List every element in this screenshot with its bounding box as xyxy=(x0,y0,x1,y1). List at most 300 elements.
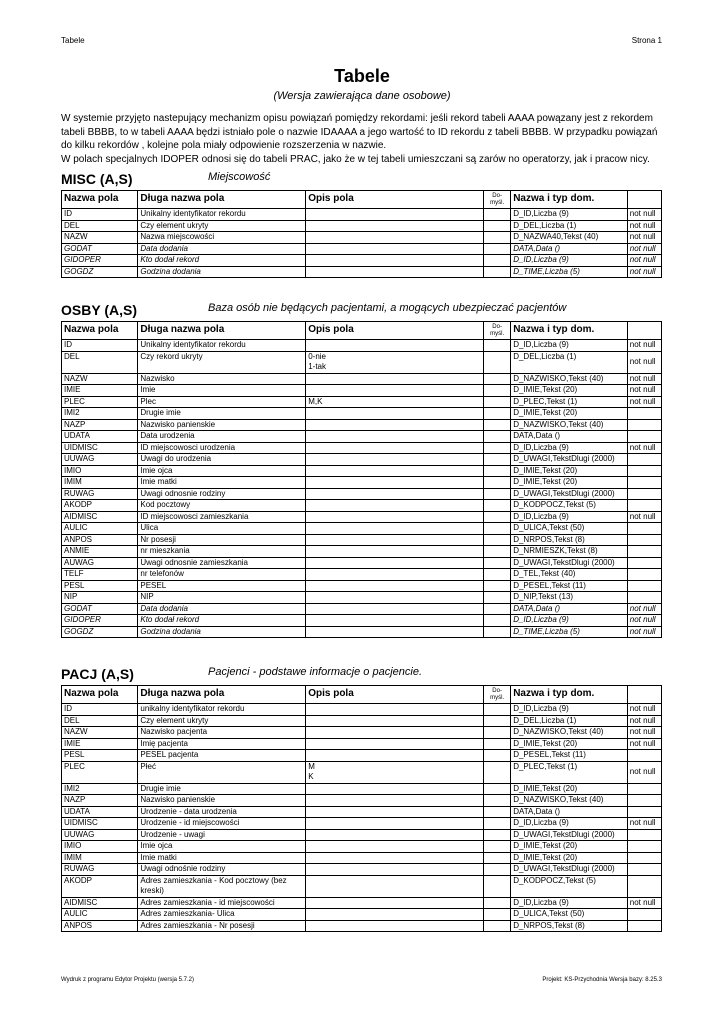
field-long-name: Imię pacjenta xyxy=(138,738,306,750)
field-default xyxy=(484,783,511,795)
field-description xyxy=(306,829,484,841)
field-null: not null xyxy=(627,727,661,739)
field-default xyxy=(484,761,511,783)
field-description xyxy=(306,266,484,278)
field-null xyxy=(627,909,661,921)
intro-text xyxy=(61,112,665,166)
field-default xyxy=(484,580,511,592)
field-name: AULIC xyxy=(62,909,138,921)
table-row xyxy=(62,243,662,255)
field-type: D_TIME,Liczba (5) xyxy=(511,626,628,638)
field-description xyxy=(306,795,484,807)
table-row xyxy=(62,340,662,352)
field-description xyxy=(306,220,484,232)
field-type: D_NAZWISKO,Tekst (40) xyxy=(511,795,628,807)
table-title-pacj: PACJ (A,S) xyxy=(61,666,134,682)
field-name: NAZW xyxy=(62,232,138,244)
field-null: not null xyxy=(627,442,661,454)
field-default xyxy=(484,557,511,569)
field-description xyxy=(306,704,484,716)
field-description xyxy=(306,806,484,818)
field-default xyxy=(484,704,511,716)
field-long-name: Data urodzenia xyxy=(138,431,306,443)
field-type: D_IMIE,Tekst (20) xyxy=(511,385,628,397)
field-description: M K xyxy=(306,761,484,783)
field-long-name: Godzina dodania xyxy=(138,626,306,638)
field-long-name: Nr posesji xyxy=(138,534,306,546)
field-type: D_IMIE,Tekst (20) xyxy=(511,841,628,853)
field-type: D_NRMIESZK,Tekst (8) xyxy=(511,546,628,558)
table-row xyxy=(62,488,662,500)
field-name: AKODP xyxy=(62,500,138,512)
field-description xyxy=(306,465,484,477)
field-null: not null xyxy=(627,266,661,278)
field-name: IMI2 xyxy=(62,783,138,795)
field-long-name: Imie ojca xyxy=(138,841,306,853)
table-row xyxy=(62,829,662,841)
page-number: Strona 1 xyxy=(631,36,662,45)
table-row xyxy=(62,523,662,535)
field-name: GIDOPER xyxy=(62,255,138,267)
field-null xyxy=(627,875,661,897)
field-long-name: PESEL xyxy=(138,580,306,592)
field-long-name: Kto dodał rekord xyxy=(138,255,306,267)
field-null xyxy=(627,488,661,500)
field-null xyxy=(627,580,661,592)
field-name: IMIO xyxy=(62,465,138,477)
table-row xyxy=(62,841,662,853)
field-null: not null xyxy=(627,232,661,244)
field-null xyxy=(627,419,661,431)
field-description xyxy=(306,511,484,523)
field-name: DEL xyxy=(62,715,138,727)
field-null xyxy=(627,592,661,604)
field-name: ANMIE xyxy=(62,546,138,558)
field-description xyxy=(306,232,484,244)
field-long-name: Nazwisko pacjenta xyxy=(138,727,306,739)
field-description xyxy=(306,209,484,221)
field-null: not null xyxy=(627,351,661,373)
field-null xyxy=(627,795,661,807)
field-default xyxy=(484,209,511,221)
col-header-type: Nazwa i typ dom. xyxy=(511,191,628,209)
field-long-name: unikalny identyfikator rekordu xyxy=(138,704,306,716)
field-null: not null xyxy=(627,626,661,638)
col-header-type: Nazwa i typ dom. xyxy=(511,686,628,704)
table-row xyxy=(62,715,662,727)
field-type: D_UWAGI,TekstDlugi (2000) xyxy=(511,864,628,876)
field-name: GODAT xyxy=(62,243,138,255)
table-row xyxy=(62,615,662,627)
field-default xyxy=(484,829,511,841)
table-row xyxy=(62,232,662,244)
field-type: DATA,Data () xyxy=(511,603,628,615)
field-long-name: Adres zamieszkania - id miejscowości xyxy=(138,897,306,909)
table-row xyxy=(62,580,662,592)
field-type: D_IMIE,Tekst (20) xyxy=(511,408,628,420)
field-description xyxy=(306,727,484,739)
field-name: IMIM xyxy=(62,852,138,864)
field-default xyxy=(484,841,511,853)
field-null: not null xyxy=(627,715,661,727)
field-long-name: Plec xyxy=(138,396,306,408)
field-description xyxy=(306,715,484,727)
field-null xyxy=(627,534,661,546)
field-null xyxy=(627,920,661,932)
field-name: PLEC xyxy=(62,761,138,783)
table-row xyxy=(62,351,662,373)
field-long-name: Urodzenie - uwagi xyxy=(138,829,306,841)
table-row xyxy=(62,209,662,221)
field-null xyxy=(627,546,661,558)
field-type: D_UWAGI,TekstDlugi (2000) xyxy=(511,557,628,569)
col-header-default: Do- myśl. xyxy=(484,322,511,340)
field-description xyxy=(306,603,484,615)
table-row xyxy=(62,626,662,638)
field-long-name: Uwagi odnosnie rodziny xyxy=(138,488,306,500)
field-type: DATA,Data () xyxy=(511,431,628,443)
table-row xyxy=(62,569,662,581)
field-description xyxy=(306,488,484,500)
field-null xyxy=(627,477,661,489)
table-desc-pacj: Pacjenci - podstawe informacje o pacjencie. xyxy=(208,666,423,678)
table-header-row xyxy=(62,191,662,209)
col-header-description: Opis pola xyxy=(306,322,484,340)
field-type: D_NRPOS,Tekst (8) xyxy=(511,920,628,932)
field-long-name: Adres zamieszkania - Nr posesji xyxy=(138,920,306,932)
footer-right: Projekt: KS-Przychodnia Wersja bazy: 8.25.3 xyxy=(542,977,662,983)
field-description xyxy=(306,442,484,454)
field-description xyxy=(306,920,484,932)
field-name: NAZW xyxy=(62,727,138,739)
field-name: UIDMISC xyxy=(62,818,138,830)
field-name: AULIC xyxy=(62,523,138,535)
field-default xyxy=(484,408,511,420)
table-row xyxy=(62,603,662,615)
field-long-name: Czy element ukryty xyxy=(138,220,306,232)
field-name: GOGDZ xyxy=(62,626,138,638)
fields-table-misc xyxy=(61,190,662,278)
field-long-name: Nazwisko xyxy=(138,373,306,385)
field-default xyxy=(484,340,511,352)
field-default xyxy=(484,875,511,897)
field-null: not null xyxy=(627,603,661,615)
field-default xyxy=(484,373,511,385)
field-default xyxy=(484,852,511,864)
field-null xyxy=(627,557,661,569)
field-long-name: Data dodania xyxy=(138,243,306,255)
field-name: IMIM xyxy=(62,477,138,489)
col-header-long-name: Długa nazwa pola xyxy=(138,191,306,209)
col-header-description: Opis pola xyxy=(306,191,484,209)
field-name: AUWAG xyxy=(62,557,138,569)
field-default xyxy=(484,454,511,466)
field-name: RUWAG xyxy=(62,488,138,500)
field-null: not null xyxy=(627,220,661,232)
field-name: PESL xyxy=(62,750,138,762)
field-default xyxy=(484,615,511,627)
table-row xyxy=(62,419,662,431)
field-name: GOGDZ xyxy=(62,266,138,278)
field-long-name: Uwagi odnośnie rodziny xyxy=(138,864,306,876)
field-description xyxy=(306,500,484,512)
table-row xyxy=(62,761,662,783)
field-long-name: Ulica xyxy=(138,523,306,535)
field-long-name: Nazwisko panienskie xyxy=(138,419,306,431)
field-long-name: Unikalny identyfikator rekordu xyxy=(138,340,306,352)
field-default xyxy=(484,626,511,638)
field-default xyxy=(484,592,511,604)
field-null: not null xyxy=(627,615,661,627)
field-long-name: ID miejscowosci urodzenia xyxy=(138,442,306,454)
field-name: ID xyxy=(62,340,138,352)
field-null: not null xyxy=(627,373,661,385)
field-type: D_IMIE,Tekst (20) xyxy=(511,852,628,864)
field-description xyxy=(306,373,484,385)
field-description xyxy=(306,431,484,443)
field-description: 0-nie 1-tak xyxy=(306,351,484,373)
field-name: IMIE xyxy=(62,385,138,397)
field-long-name: PESEL pacjenta xyxy=(138,750,306,762)
field-null xyxy=(627,431,661,443)
table-row xyxy=(62,704,662,716)
field-type: D_ID,Liczba (9) xyxy=(511,704,628,716)
field-default xyxy=(484,864,511,876)
field-description xyxy=(306,738,484,750)
table-row xyxy=(62,373,662,385)
field-long-name: nr mieszkania xyxy=(138,546,306,558)
field-default xyxy=(484,419,511,431)
field-long-name: Nazwa miejscowości xyxy=(138,232,306,244)
field-default xyxy=(484,385,511,397)
table-row xyxy=(62,864,662,876)
table-row xyxy=(62,875,662,897)
table-desc-osby: Baza osób nie będących pacjentami, a mogących ubezpieczać pacjentów xyxy=(208,302,567,314)
field-long-name: Kod pocztowy xyxy=(138,500,306,512)
field-type: D_TEL,Tekst (40) xyxy=(511,569,628,581)
intro-paragraph: W polach specjalnych IDOPER odnosi się do tabeli PRAC, jako że w tej tabeli umieszczani są zarów no operatorzy, jak i pracow nicy. xyxy=(61,153,650,165)
col-header-default: Do- myśl. xyxy=(484,191,511,209)
field-long-name: Imie matki xyxy=(138,852,306,864)
field-null: not null xyxy=(627,385,661,397)
field-description xyxy=(306,841,484,853)
field-type: D_KODPOCZ,Tekst (5) xyxy=(511,875,628,897)
field-default xyxy=(484,255,511,267)
field-description xyxy=(306,818,484,830)
field-long-name: Kto dodał rekord xyxy=(138,615,306,627)
field-description xyxy=(306,477,484,489)
field-null xyxy=(627,852,661,864)
field-name: GIDOPER xyxy=(62,615,138,627)
field-name: PESL xyxy=(62,580,138,592)
field-name: AKODP xyxy=(62,875,138,897)
field-null xyxy=(627,500,661,512)
field-default xyxy=(484,795,511,807)
field-long-name: Imie xyxy=(138,385,306,397)
field-type: D_DEL,Liczba (1) xyxy=(511,220,628,232)
field-name: TELF xyxy=(62,569,138,581)
table-header-row xyxy=(62,322,662,340)
field-null xyxy=(627,523,661,535)
field-type: D_ULICA,Tekst (50) xyxy=(511,909,628,921)
field-type: D_IMIE,Tekst (20) xyxy=(511,465,628,477)
field-description xyxy=(306,419,484,431)
field-type: D_UWAGI,TekstDlugi (2000) xyxy=(511,829,628,841)
field-description xyxy=(306,534,484,546)
field-type: D_PLEC,Tekst (1) xyxy=(511,396,628,408)
field-null xyxy=(627,829,661,841)
field-type: D_NAZWA40,Tekst (40) xyxy=(511,232,628,244)
field-description xyxy=(306,909,484,921)
table-desc-misc: Miejscowość xyxy=(208,171,271,183)
document-title: Tabele xyxy=(334,66,390,86)
field-type: D_ID,Liczba (9) xyxy=(511,255,628,267)
field-name: RUWAG xyxy=(62,864,138,876)
field-description xyxy=(306,523,484,535)
table-row xyxy=(62,557,662,569)
intro-paragraph: W systemie przyjęto nastepujący mechanizm opisu powiązań pomiędzy rekordami: jeśli rekord tabeli AAAA powązany jest z rekordem tabeli BBBB, to w tabeli AAAA będzi istniało pole o nazwie IDAAAA a jego wartość to ID rekordu z tabeli BBBB. W przypadku powiązań do kilku rekordów , kolejne pola miały odpowienie rozszerzenia w nazwie. xyxy=(61,113,658,151)
field-long-name: nr telefonów xyxy=(138,569,306,581)
field-type: D_NAZWISKO,Tekst (40) xyxy=(511,727,628,739)
field-name: DEL xyxy=(62,220,138,232)
field-type: D_IMIE,Tekst (20) xyxy=(511,477,628,489)
field-default xyxy=(484,715,511,727)
field-name: GODAT xyxy=(62,603,138,615)
col-header-name: Nazwa pola xyxy=(62,686,138,704)
field-type: D_TIME,Liczba (5) xyxy=(511,266,628,278)
table-row xyxy=(62,385,662,397)
field-name: DEL xyxy=(62,351,138,373)
field-default xyxy=(484,534,511,546)
field-default xyxy=(484,511,511,523)
field-default xyxy=(484,465,511,477)
fields-table-osby xyxy=(61,321,662,638)
field-default xyxy=(484,500,511,512)
col-header-long-name: Długa nazwa pola xyxy=(138,686,306,704)
field-name: UUWAG xyxy=(62,454,138,466)
field-type: D_ID,Liczba (9) xyxy=(511,615,628,627)
field-description xyxy=(306,864,484,876)
field-default xyxy=(484,220,511,232)
field-type: D_PLEC,Tekst (1) xyxy=(511,761,628,783)
field-null xyxy=(627,454,661,466)
field-default xyxy=(484,738,511,750)
col-header-null xyxy=(627,322,661,340)
field-name: IMI2 xyxy=(62,408,138,420)
field-type: D_NRPOS,Tekst (8) xyxy=(511,534,628,546)
document-subtitle: (Wersja zawierająca dane osobowe) xyxy=(273,90,451,102)
field-type: D_ID,Liczba (9) xyxy=(511,442,628,454)
table-row xyxy=(62,220,662,232)
field-default xyxy=(484,569,511,581)
field-type: D_ULICA,Tekst (50) xyxy=(511,523,628,535)
col-header-null xyxy=(627,191,661,209)
footer-left: Wydruk z programu Edytor Projektu (wersja 5.7.2) xyxy=(61,977,194,983)
fields-table-pacj xyxy=(61,685,662,932)
table-row xyxy=(62,442,662,454)
field-long-name: Urodzenie - id miejscowości xyxy=(138,818,306,830)
field-name: UUWAG xyxy=(62,829,138,841)
field-null xyxy=(627,783,661,795)
field-long-name: Nazwisko panienskie xyxy=(138,795,306,807)
field-default xyxy=(484,266,511,278)
field-long-name: ID miejscowosci zamieszkania xyxy=(138,511,306,523)
field-name: IMIO xyxy=(62,841,138,853)
table-row xyxy=(62,795,662,807)
field-type: D_DEL,Liczba (1) xyxy=(511,715,628,727)
field-null: not null xyxy=(627,255,661,267)
field-long-name: Drugie imie xyxy=(138,408,306,420)
field-name: ANPOS xyxy=(62,534,138,546)
field-type: D_DEL,Liczba (1) xyxy=(511,351,628,373)
field-default xyxy=(484,603,511,615)
field-default xyxy=(484,727,511,739)
field-type: D_ID,Liczba (9) xyxy=(511,818,628,830)
field-default xyxy=(484,546,511,558)
field-description xyxy=(306,615,484,627)
field-description xyxy=(306,897,484,909)
field-null: not null xyxy=(627,340,661,352)
field-null: not null xyxy=(627,738,661,750)
table-row xyxy=(62,431,662,443)
field-name: UDATA xyxy=(62,806,138,818)
field-null xyxy=(627,750,661,762)
field-name: UIDMISC xyxy=(62,442,138,454)
table-header-row xyxy=(62,686,662,704)
field-long-name: Czy rekord ukryty xyxy=(138,351,306,373)
field-null xyxy=(627,408,661,420)
field-description xyxy=(306,783,484,795)
col-header-name: Nazwa pola xyxy=(62,322,138,340)
field-long-name: Płeć xyxy=(138,761,306,783)
field-description xyxy=(306,255,484,267)
field-type: DATA,Data () xyxy=(511,806,628,818)
field-long-name: Imie matki xyxy=(138,477,306,489)
field-default xyxy=(484,523,511,535)
table-row xyxy=(62,266,662,278)
field-null: not null xyxy=(627,761,661,783)
field-null: not null xyxy=(627,396,661,408)
field-null: not null xyxy=(627,704,661,716)
field-type: D_IMIE,Tekst (20) xyxy=(511,738,628,750)
field-type: D_ID,Liczba (9) xyxy=(511,340,628,352)
field-name: ANPOS xyxy=(62,920,138,932)
field-description: M,K xyxy=(306,396,484,408)
col-header-description: Opis pola xyxy=(306,686,484,704)
field-long-name: Adres zamieszkania - Kod pocztowy (bez kreski) xyxy=(138,875,306,897)
field-type: D_UWAGI,TekstDlugi (2000) xyxy=(511,454,628,466)
table-row xyxy=(62,454,662,466)
field-description xyxy=(306,546,484,558)
field-type: D_ID,Liczba (9) xyxy=(511,511,628,523)
field-long-name: Uwagi odnosnie zamieszkania xyxy=(138,557,306,569)
field-name: NAZP xyxy=(62,795,138,807)
table-row xyxy=(62,852,662,864)
col-header-null xyxy=(627,686,661,704)
field-default xyxy=(484,396,511,408)
table-row xyxy=(62,396,662,408)
field-name: PLEC xyxy=(62,396,138,408)
field-description xyxy=(306,243,484,255)
field-name: IMIE xyxy=(62,738,138,750)
field-null: not null xyxy=(627,511,661,523)
field-null: not null xyxy=(627,818,661,830)
table-row xyxy=(62,920,662,932)
field-long-name: Godzina dodania xyxy=(138,266,306,278)
field-type: D_UWAGI,TekstDlugi (2000) xyxy=(511,488,628,500)
field-long-name: Data dodania xyxy=(138,603,306,615)
table-row xyxy=(62,818,662,830)
